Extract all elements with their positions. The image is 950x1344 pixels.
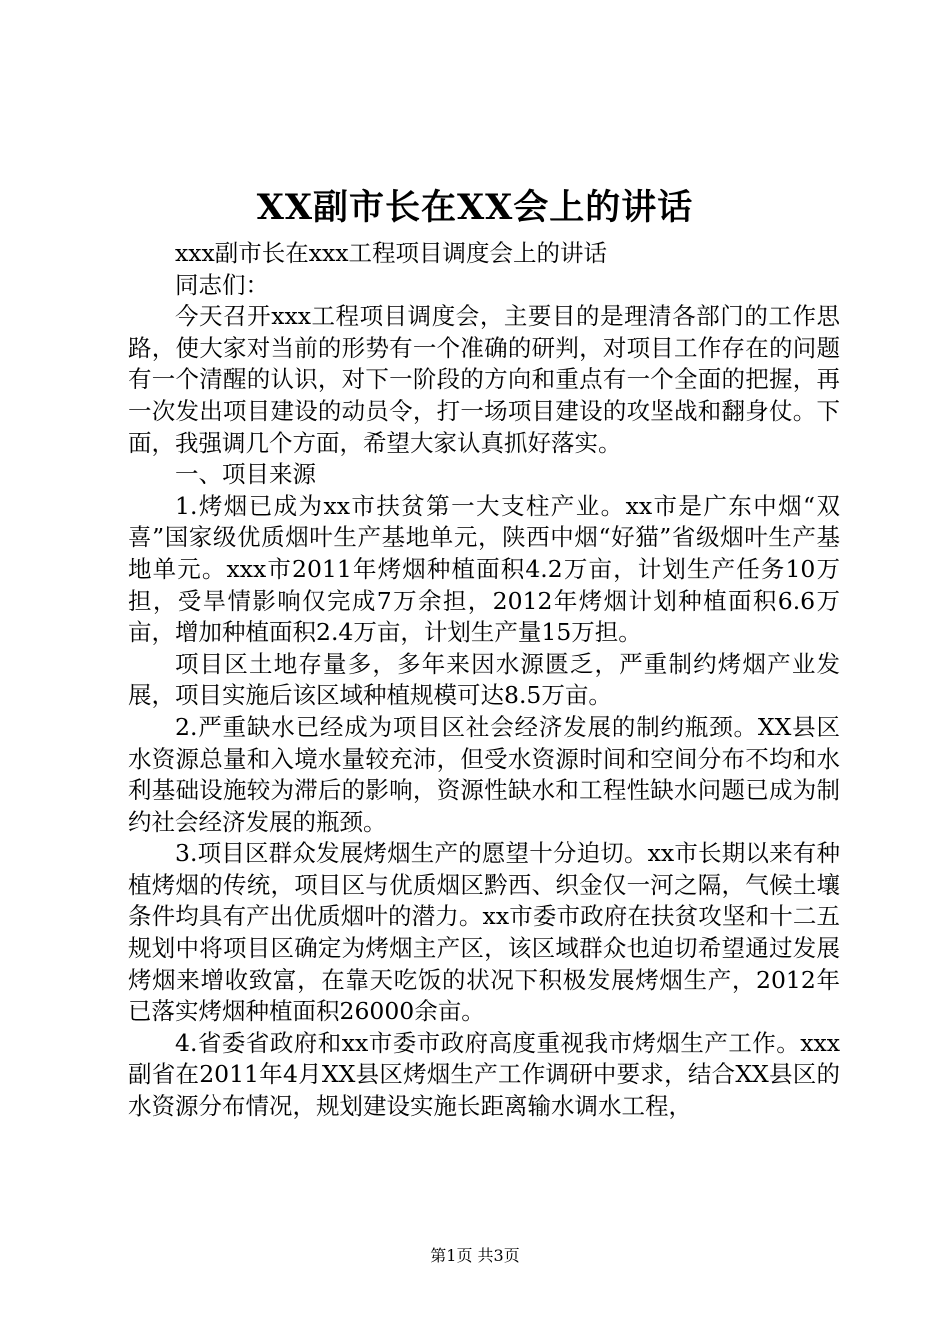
body-paragraph: 1.烤烟已成为xx市扶贫第一大支柱产业。xx市是广东中烟“双喜”国家级优质烟叶生产基地单元，陕西中烟“好猫”省级烟叶生产基地单元。xxx市2011年烤烟种植面积4.2万亩，计划生产任务10万担，受旱情影响仅完成7万余担，2012年烤烟计划种植面积6.6万亩，增加种植面积2.4万亩，计划生产量15万担。 xyxy=(128,491,840,647)
salutation: 同志们： xyxy=(175,270,269,299)
page-indicator: 第1页 共3页 xyxy=(430,1246,520,1265)
section-heading: 一、项目来源 xyxy=(175,460,316,489)
body-paragraph: 3.项目区群众发展烤烟生产的愿望十分迫切。xx市长期以来有种植烤烟的传统，项目区与优质烟区黔西、织金仅一河之隔，气候土壤条件均具有产出优质烟叶的潜力。xx市委市政府在扶贫攻坚和十二五规划中将项目区确定为烤烟主产区，该区域群众也迫切希望通过发展烤烟来增收致富，在靠天吃饭的状况下积极发展烤烟生产，2012年已落实烤烟种植面积26000余亩。 xyxy=(128,839,840,1026)
body-paragraph: 项目区土地存量多，多年来因水源匮乏，严重制约烤烟产业发展，项目实施后该区域种植规模可达8.5万亩。 xyxy=(128,649,840,710)
body-paragraph: 2.严重缺水已经成为项目区社会经济发展的制约瓶颈。XX县区水资源总量和入境水量较充沛，但受水资源时间和空间分布不均和水利基础设施较为滞后的影响，资源性缺水和工程性缺水问题已成为制约社会经济发展的瓶颈。 xyxy=(128,712,840,836)
document-body xyxy=(128,238,840,1123)
speech-subtitle: xxx副市长在xxx工程项目调度会上的讲话 xyxy=(175,239,608,267)
body-paragraph: 4.省委省政府和xx市委市政府高度重视我市烤烟生产工作。xxx副省在2011年4月XX县区烤烟生产工作调研中要求，结合XX县区的水资源分布情况，规划建设实施长距离输水调水工程， xyxy=(128,1028,840,1121)
body-paragraph: 今天召开xxx工程项目调度会，主要目的是理清各部门的工作思路，使大家对当前的形势有一个准确的研判，对项目工作存在的问题有一个清醒的认识，对下一阶段的方向和重点有一个全面的把握，再一次发出项目建设的动员令，打一场项目建设的攻坚战和翻身仗。下面，我强调几个方面，希望大家认真抓好落实。 xyxy=(128,302,840,457)
document-title: XX副市长在XX会上的讲话 xyxy=(256,187,694,228)
